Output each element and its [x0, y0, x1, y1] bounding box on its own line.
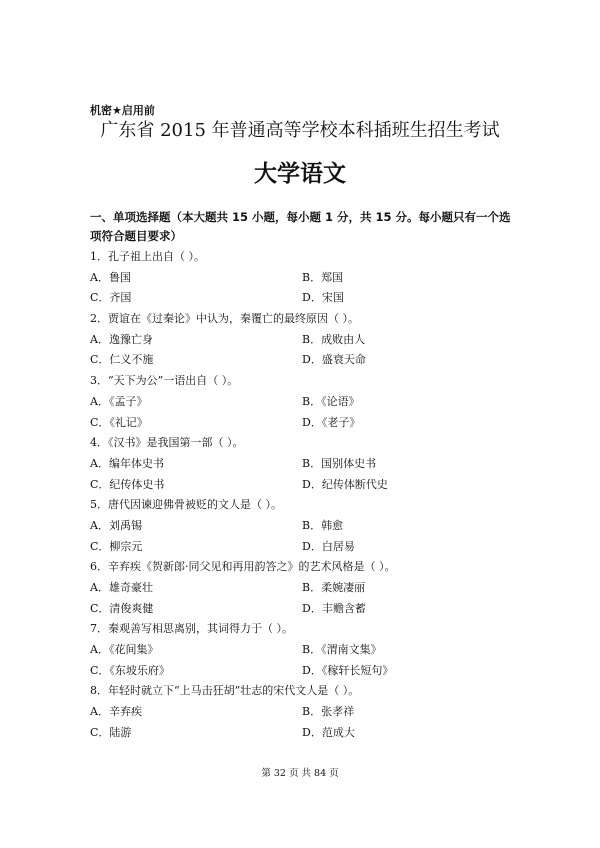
option-b: B．柔婉凄丽 — [302, 581, 366, 594]
option-row — [90, 537, 520, 558]
option-d: D．丰赡含蓄 — [302, 601, 366, 615]
question-item — [90, 371, 520, 433]
question-item — [90, 309, 520, 371]
question-item — [90, 681, 520, 743]
option-c: C．齐国 — [90, 291, 132, 305]
option-d: D．《稼轩长短句》 — [302, 663, 394, 677]
question-stem: 1．孔子祖上出自（ ）。 — [90, 250, 205, 263]
option-c: C．《礼记》 — [90, 415, 148, 429]
option-d: D．范成大 — [302, 725, 355, 739]
option-a: A．逸豫亡身 — [90, 332, 153, 346]
option-b: B．张孝祥 — [302, 705, 355, 719]
option-c: C．柳宗元 — [90, 539, 143, 553]
option-row — [90, 640, 520, 661]
option-b: B．成败由人 — [302, 332, 366, 346]
option-row — [90, 516, 520, 537]
option-row — [90, 599, 520, 620]
confidential-label: 机密★启用前 — [90, 104, 155, 117]
option-row — [90, 268, 520, 289]
option-a: A．《孟子》 — [90, 394, 148, 408]
exam-title: 广东省 2015 年普通高等学校本科插班生招生考试 — [100, 120, 500, 141]
option-row — [90, 661, 520, 682]
option-a: A．辛弃疾 — [90, 705, 142, 719]
section-heading: 一、单项选择题（本大题共 15 小题，每小题 1 分，共 15 分。每小题只有一个选项符合题目要求） — [90, 210, 511, 243]
option-d: D．《老子》 — [302, 415, 361, 429]
option-row — [90, 330, 520, 351]
option-a: A．刘禹锡 — [90, 518, 142, 532]
question-stem: 4．《汉书》是我国第一部（ ）。 — [90, 436, 244, 450]
option-d: D．盛衰天命 — [302, 353, 366, 367]
option-a: A．《花间集》 — [90, 643, 159, 657]
option-b: B．郑国 — [302, 270, 344, 284]
question-stem: 7．秦观善写相思离别，其词得力于（ ）。 — [90, 622, 293, 636]
option-row — [90, 288, 520, 309]
question-list — [90, 247, 520, 744]
question-item — [90, 247, 520, 309]
page-number: 第 32 页 共 84 页 — [261, 768, 339, 779]
option-row — [90, 413, 520, 434]
option-b: B．《论语》 — [302, 394, 360, 408]
option-row — [90, 392, 520, 413]
question-stem: 2．贾谊在《过秦论》中认为，秦覆亡的最终原因（ ）。 — [90, 312, 359, 326]
question-stem: 3．“天下为公”一语出自（ ）。 — [90, 374, 239, 388]
question-item — [90, 433, 520, 495]
option-a: A．雄奇豪壮 — [90, 581, 153, 594]
question-stem: 8．年轻时就立下“上马击狂胡”壮志的宋代文人是（ ）。 — [90, 684, 360, 698]
question-stem: 5．唐代因谏迎佛骨被贬的文人是（ ）。 — [90, 498, 282, 512]
option-c: C．纪传体史书 — [90, 477, 165, 491]
option-row — [90, 454, 520, 475]
option-b: B．国别体史书 — [302, 456, 377, 470]
option-d: D．宋国 — [302, 291, 344, 305]
option-row — [90, 350, 520, 371]
option-row — [90, 578, 520, 599]
question-stem: 6．辛弃疾《贺新郎·同父见和再用韵答之》的艺术风格是（ ）。 — [90, 560, 396, 574]
option-a: A．鲁国 — [90, 270, 131, 284]
question-item — [90, 557, 520, 619]
option-a: A．编年体史书 — [90, 456, 164, 470]
option-d: D．白居易 — [302, 539, 355, 553]
option-row — [90, 475, 520, 496]
option-b: B．《渭南文集》 — [302, 643, 382, 657]
option-row — [90, 702, 520, 723]
option-c: C．仁义不施 — [90, 353, 154, 367]
option-c: C．《东坡乐府》 — [90, 663, 170, 677]
question-item — [90, 619, 520, 681]
question-item — [90, 495, 520, 557]
option-d: D．纪传体断代史 — [302, 477, 388, 491]
option-row — [90, 723, 520, 744]
option-c: C．清俊爽健 — [90, 601, 154, 615]
subject-title: 大学语文 — [254, 161, 346, 187]
option-c: C．陆游 — [90, 725, 132, 739]
option-b: B．韩愈 — [302, 518, 344, 532]
